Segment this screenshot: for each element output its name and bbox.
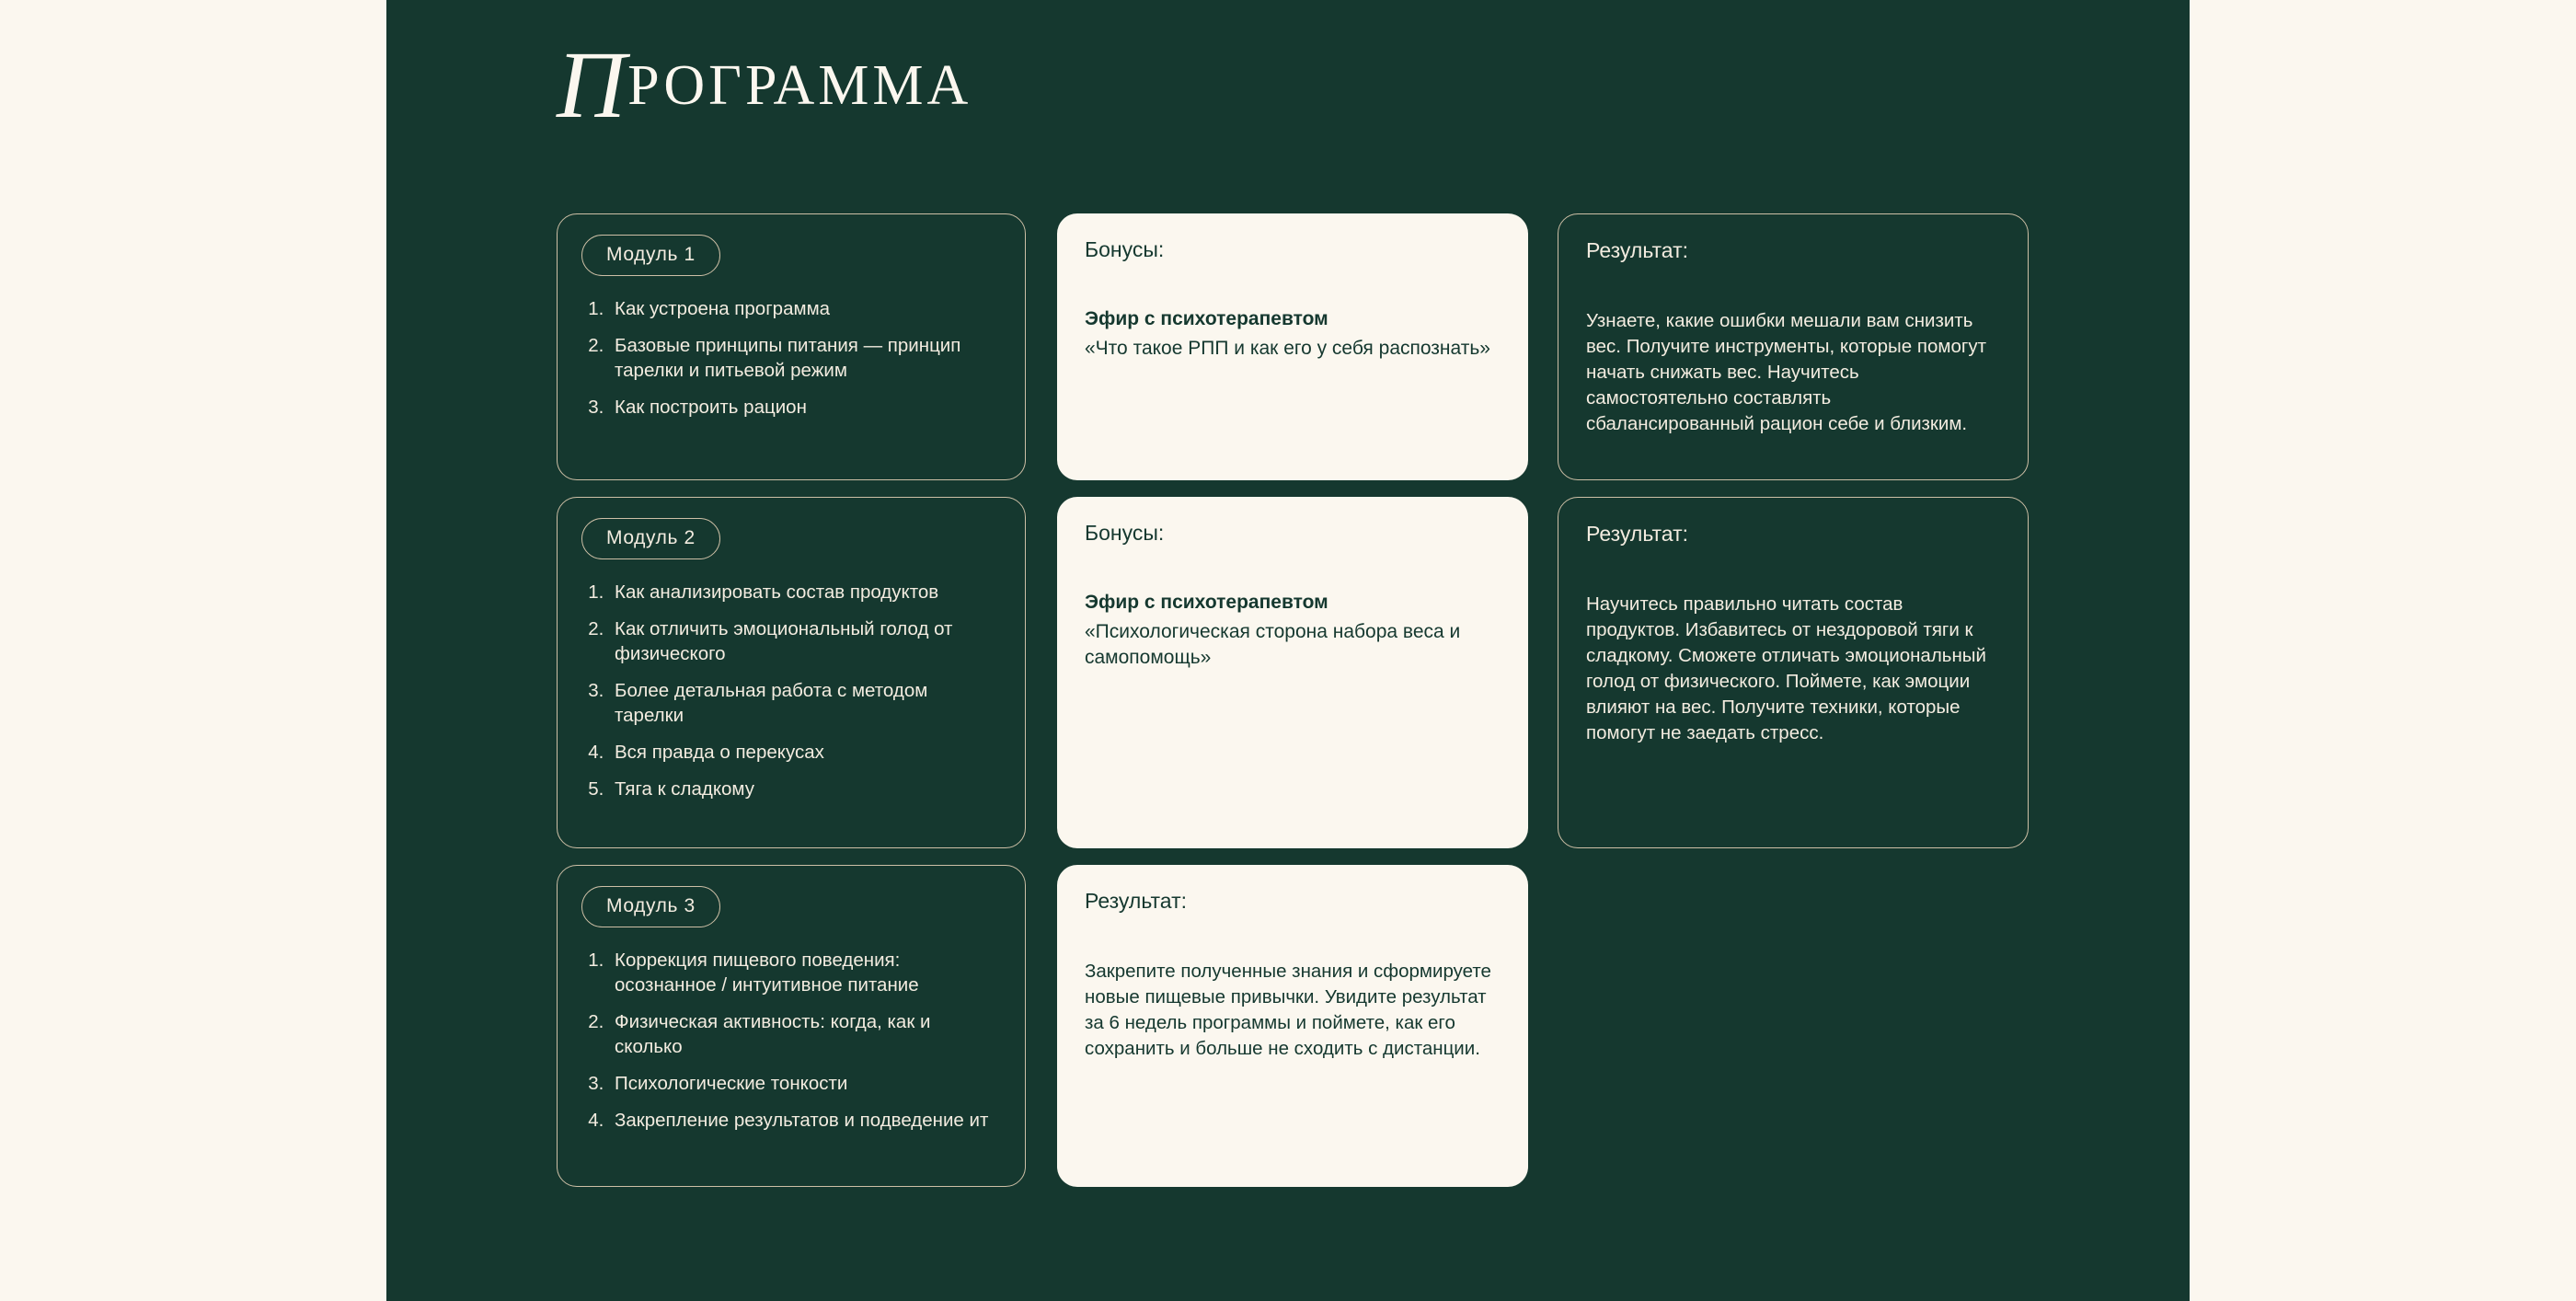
module-topic-list xyxy=(585,580,997,801)
bonus-card-2 xyxy=(1057,497,1528,848)
list-item: 2. Физическая активность: когда, как и сколько xyxy=(609,1009,997,1059)
result-text: Закрепите полученные знания и сформируете новые пищевые привычки. Увидите результат за 6 недель программы и поймете, как его сохранить и больше не сходить с дистанции. xyxy=(1085,960,1491,1059)
list-item: 1. Как анализировать состав продуктов xyxy=(609,580,997,604)
module-topic-list xyxy=(585,948,997,1133)
module-topic-list xyxy=(585,296,997,420)
bonus-heading: Бонусы: xyxy=(1085,521,1165,545)
result-heading: Результат: xyxy=(1586,522,1688,546)
module-badge: Модуль 3 xyxy=(581,886,720,927)
list-item: 3. Более детальная работа с методом тарелки xyxy=(609,678,997,728)
module-badge: Модуль 1 xyxy=(581,235,720,276)
program-grid xyxy=(557,213,2029,1203)
slide xyxy=(386,0,2190,1301)
list-item: 5. Тяга к сладкому xyxy=(609,777,997,801)
bonus-title: Эфир с психотерапевтом xyxy=(1085,591,1328,613)
result-text: Узнаете, какие ошибки мешали вам снизить вес. Получите инструменты, которые помогут начать снижать вес. Научитесь самостоятельно составлять сбалансированный рацион себе и близким. xyxy=(1586,309,1986,434)
bonus-card-1 xyxy=(1057,213,1528,480)
result-heading: Результат: xyxy=(1586,238,1688,262)
list-item: 1. Коррекция пищевого поведения: осознанное / интуитивное питание xyxy=(609,948,997,997)
result-card-3 xyxy=(1057,865,1528,1187)
result-card-1 xyxy=(1558,213,2029,480)
list-item: 4. Вся правда о перекусах xyxy=(609,740,997,765)
program-row xyxy=(557,497,2029,848)
list-item: 4. Закрепление результатов и подведение ит xyxy=(609,1108,997,1133)
bonus-heading: Бонусы: xyxy=(1085,237,1165,261)
program-row xyxy=(557,865,2029,1187)
list-item: 3. Как построить рацион xyxy=(609,395,997,420)
bonus-title: Эфир с психотерапевтом xyxy=(1085,307,1328,329)
program-row xyxy=(557,213,2029,480)
result-heading: Результат: xyxy=(1085,889,1187,913)
title-dropcap: П xyxy=(557,32,627,138)
result-card-2 xyxy=(1558,497,2029,848)
list-item: 2. Базовые принципы питания — принцип тарелки и питьевой режим xyxy=(609,333,997,383)
result-text: Научитесь правильно читать состав продуктов. Избавитесь от нездоровой тяги к сладкому. Сможете отличать эмоциональный голод от физического. Поймете, как эмоции влияют на вес. Получите техники, которые помогут не заедать стресс. xyxy=(1586,593,1986,743)
module-card-2 xyxy=(557,497,1026,848)
module-badge: Модуль 2 xyxy=(581,518,720,559)
module-card-3 xyxy=(557,865,1026,1187)
list-item: 1. Как устроена программа xyxy=(609,296,997,321)
page-title xyxy=(557,32,1385,138)
list-item: 2. Как отличить эмоциональный голод от физического xyxy=(609,616,997,666)
bonus-text: «Психологическая сторона набора веса и самопомощь» xyxy=(1085,620,1461,668)
bonus-text: «Что такое РПП и как его у себя распознать» xyxy=(1085,337,1490,359)
title-rest: РОГРАММА xyxy=(627,54,972,117)
list-item: 3. Психологические тонкости xyxy=(609,1071,997,1096)
module-card-1 xyxy=(557,213,1026,480)
